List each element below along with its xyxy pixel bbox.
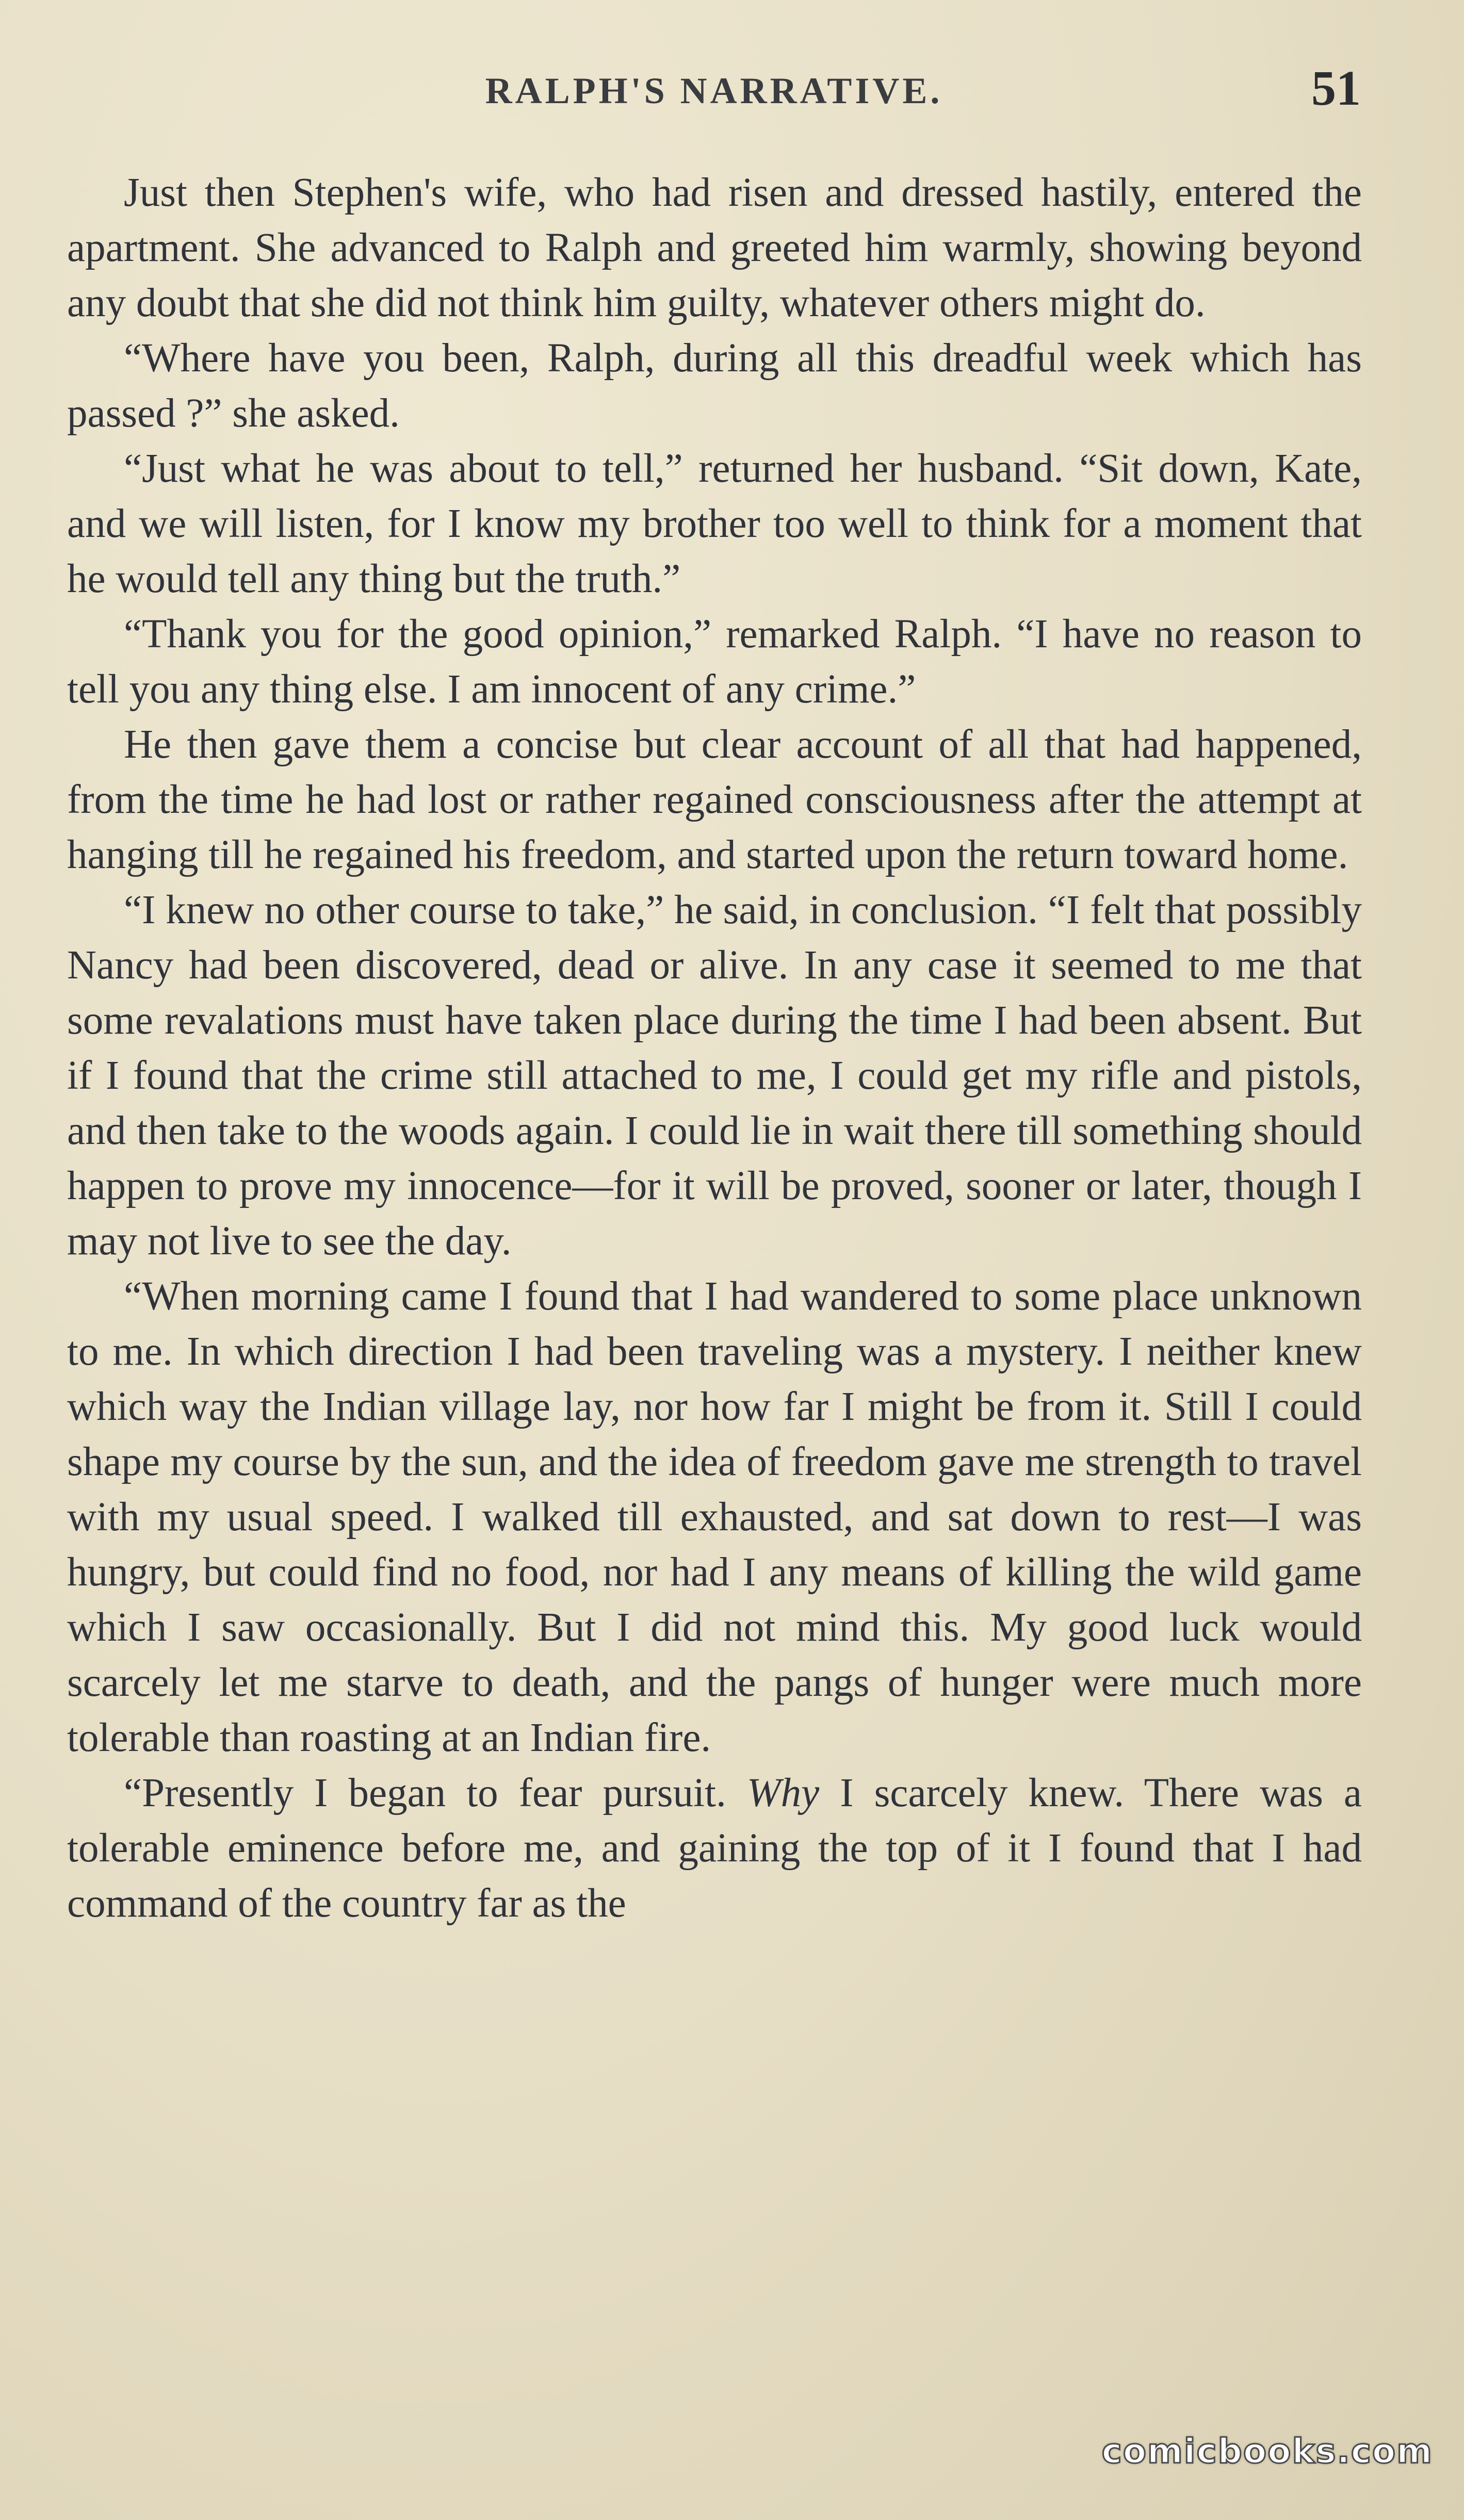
paragraph: He then gave them a concise but clear account of all that had happened, from the time he had lost or rather regained consciousness after the attempt at hanging till he regained his freedom, and started upon the return toward home. (67, 722, 1362, 877)
paragraph: “Thank you for the good opinion,” remarked Ralph. “I have no reason to tell you any thing else. I am innocent of any crime.” (67, 612, 1362, 712)
paragraph: “I knew no other course to take,” he said, in conclusion. “I felt that possibly Nancy had been discovered, dead or alive. In any case it seemed to me that some revalations must have taken place during the time I had been absent. But if I found that the crime still attached to me, I could get my rifle and pistols, and then take to the woods again. I could lie in wait there till something should happen to prove my innocence—for it will be proved, sooner or later, though I may not live to see the day. (67, 888, 1362, 1264)
watermark: comicbooks.com (1101, 2431, 1433, 2471)
text-segment: “Presently I began to fear pursuit. (124, 1771, 747, 1815)
paragraph: “Just what he was about to tell,” returned her husband. “Sit down, Kate, and we will listen, for I know my brother too well to think for a moment that he would tell any thing but the truth.” (67, 446, 1362, 601)
running-head (67, 59, 1361, 116)
running-title: RALPH'S NARRATIVE. (485, 70, 943, 111)
paragraph-last (67, 1765, 1362, 1931)
body-text (67, 165, 1362, 1931)
text-segment: I scarcely knew. There was a tolerable eminence before me, and gaining the top of it I found that I had command of the country far as the (67, 1771, 1362, 1926)
italic-word: Why (746, 1771, 820, 1815)
paragraph: “Where have you been, Ralph, during all this dreadful week which has passed ?” she asked. (67, 336, 1362, 436)
paragraph: Just then Stephen's wife, who had risen and dressed hastily, entered the apartment. She advanced to Ralph and greeted him warmly, showing beyond any doubt that she did not think him guilty, whatever others might do. (67, 170, 1362, 325)
page-number: 51 (1311, 60, 1361, 116)
paragraph: “When morning came I found that I had wandered to some place unknown to me. In which direction I had been traveling was a mystery. I neither knew which way the Indian village lay, nor how far I might be from it. Still I could shape my course by the sun, and the idea of freedom gave me strength to travel with my usual speed. I walked till exhausted, and sat down to rest—I was hungry, but could find no food, nor had I any means of killing the wild game which I saw occasionally. But I did not mind this. My good luck would scarcely let me starve to death, and the pangs of hunger were much more tolerable than roasting at an Indian fire. (67, 1274, 1362, 1760)
